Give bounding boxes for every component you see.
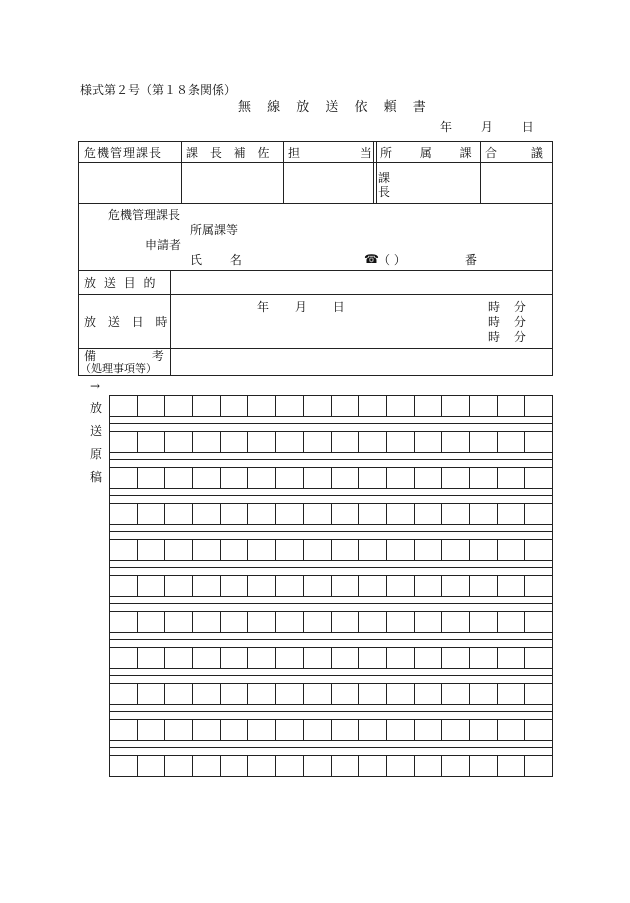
approval-divider-4: [480, 141, 481, 204]
day-label: 日: [332, 300, 345, 314]
manuscript-cell[interactable]: [332, 648, 360, 668]
manuscript-cell[interactable]: [359, 468, 387, 488]
manuscript-cell[interactable]: [525, 720, 552, 740]
manuscript-cell[interactable]: [110, 684, 138, 704]
manuscript-cell[interactable]: [498, 756, 526, 776]
manuscript-cell[interactable]: [498, 576, 526, 596]
document-title: 無 線 放 送 依 頼 書: [238, 100, 432, 115]
manuscript-row: [109, 503, 553, 525]
manuscript-cell[interactable]: [110, 432, 138, 452]
manuscript-cell[interactable]: [442, 540, 470, 560]
manuscript-cell[interactable]: [359, 684, 387, 704]
manuscript-cell[interactable]: [415, 576, 443, 596]
manuscript-gap-left: [109, 561, 110, 575]
manuscript-cell[interactable]: [165, 468, 193, 488]
name-label: 氏 名: [190, 253, 242, 267]
manuscript-cell[interactable]: [248, 396, 276, 416]
manuscript-cell[interactable]: [359, 540, 387, 560]
manuscript-cell[interactable]: [221, 684, 249, 704]
manuscript-cell[interactable]: [304, 720, 332, 740]
manuscript-row: [109, 611, 553, 633]
manuscript-cell[interactable]: [193, 684, 221, 704]
manuscript-gap-right: [552, 489, 553, 503]
manuscript-cell[interactable]: [470, 540, 498, 560]
manuscript-cell[interactable]: [248, 576, 276, 596]
manuscript-cell[interactable]: [332, 720, 360, 740]
manuscript-cell[interactable]: [332, 684, 360, 704]
manuscript-cell[interactable]: [359, 504, 387, 524]
manuscript-cell[interactable]: [276, 540, 304, 560]
manuscript-gap-right: [552, 561, 553, 575]
manuscript-cell[interactable]: [498, 684, 526, 704]
manuscript-cell[interactable]: [525, 684, 552, 704]
addressee: 危機管理課長: [108, 208, 181, 222]
minute-label: 分: [513, 300, 526, 314]
manuscript-label-char: 送: [90, 424, 103, 438]
manuscript-cell[interactable]: [276, 756, 304, 776]
section-head-label: 課長: [378, 171, 391, 199]
manuscript-cell[interactable]: [359, 612, 387, 632]
manuscript-cell[interactable]: [415, 612, 443, 632]
manuscript-cell[interactable]: [165, 756, 193, 776]
manuscript-row-separator: [109, 459, 553, 460]
manuscript-cell[interactable]: [332, 540, 360, 560]
time-row-1: [488, 301, 526, 313]
manuscript-cell[interactable]: [138, 432, 166, 452]
manuscript-cell[interactable]: [359, 396, 387, 416]
manuscript-cell[interactable]: [304, 684, 332, 704]
manuscript-cell[interactable]: [387, 684, 415, 704]
manuscript-row: [109, 395, 553, 417]
hour-label: 時: [488, 330, 501, 344]
manuscript-gap-left: [109, 597, 110, 611]
manuscript-cell[interactable]: [193, 540, 221, 560]
manuscript-cell[interactable]: [498, 468, 526, 488]
manuscript-cell[interactable]: [248, 756, 276, 776]
manuscript-cell[interactable]: [359, 432, 387, 452]
header-date: [440, 121, 534, 133]
manuscript-cell[interactable]: [165, 432, 193, 452]
manuscript-row: [109, 755, 553, 777]
approval-col-crisis-chief: [84, 147, 176, 159]
manuscript-label-char: 原: [90, 447, 103, 461]
manuscript-cell[interactable]: [415, 432, 443, 452]
manuscript-cell[interactable]: [498, 720, 526, 740]
manuscript-cell[interactable]: [470, 720, 498, 740]
manuscript-cell[interactable]: [110, 576, 138, 596]
manuscript-cell[interactable]: [525, 504, 552, 524]
manuscript-cell[interactable]: [165, 576, 193, 596]
manuscript-cell[interactable]: [470, 468, 498, 488]
approval-col-label: 危機管理課長: [84, 146, 163, 160]
manuscript-cell[interactable]: [221, 504, 249, 524]
manuscript-cell[interactable]: [525, 540, 552, 560]
manuscript-cell[interactable]: [138, 504, 166, 524]
month-label: 月: [480, 120, 493, 134]
manuscript-gap-left: [109, 705, 110, 719]
manuscript-cell[interactable]: [387, 612, 415, 632]
manuscript-row: [109, 683, 553, 705]
manuscript-cell[interactable]: [110, 504, 138, 524]
manuscript-cell[interactable]: [276, 576, 304, 596]
manuscript-cell[interactable]: [110, 648, 138, 668]
manuscript-cell[interactable]: [221, 612, 249, 632]
manuscript-cell[interactable]: [498, 396, 526, 416]
manuscript-cell[interactable]: [387, 432, 415, 452]
manuscript-cell[interactable]: [332, 756, 360, 776]
manuscript-cell[interactable]: [138, 648, 166, 668]
manuscript-cell[interactable]: [387, 648, 415, 668]
manuscript-cell[interactable]: [248, 504, 276, 524]
manuscript-gap-left: [109, 633, 110, 647]
minute-label: 分: [513, 315, 526, 329]
manuscript-cell[interactable]: [165, 720, 193, 740]
manuscript-cell[interactable]: [276, 504, 304, 524]
manuscript-cell[interactable]: [276, 468, 304, 488]
manuscript-cell[interactable]: [138, 540, 166, 560]
approval-col-deputy: 課 長 補 佐: [186, 146, 274, 160]
manuscript-cell[interactable]: [221, 756, 249, 776]
manuscript-cell[interactable]: [332, 576, 360, 596]
manuscript-cell[interactable]: [304, 540, 332, 560]
manuscript-cell[interactable]: [442, 576, 470, 596]
manuscript-cell[interactable]: [470, 432, 498, 452]
manuscript-cell[interactable]: [470, 648, 498, 668]
time-row-2: [488, 316, 526, 328]
manuscript-cell[interactable]: [525, 756, 552, 776]
manuscript-cell[interactable]: [110, 396, 138, 416]
approval-col-consultation: 合 議: [485, 146, 543, 160]
phone-paren: （ ）: [378, 253, 406, 267]
manuscript-row: [109, 431, 553, 453]
manuscript-cell[interactable]: [165, 540, 193, 560]
manuscript-gap-right: [552, 597, 553, 611]
number-label: 番: [465, 253, 478, 267]
manuscript-cell[interactable]: [525, 612, 552, 632]
manuscript-cell[interactable]: [221, 720, 249, 740]
manuscript-gap-left: [109, 741, 110, 755]
manuscript-cell[interactable]: [276, 396, 304, 416]
manuscript-cell[interactable]: [276, 684, 304, 704]
manuscript-cell[interactable]: [442, 684, 470, 704]
manuscript-cell[interactable]: [332, 612, 360, 632]
manuscript-row-separator: [109, 603, 553, 604]
manuscript-cell[interactable]: [221, 576, 249, 596]
manuscript-cell[interactable]: [332, 504, 360, 524]
manuscript-cell[interactable]: [193, 576, 221, 596]
manuscript-cell[interactable]: [138, 612, 166, 632]
year-label: 年: [440, 120, 453, 134]
manuscript-cell[interactable]: [525, 576, 552, 596]
manuscript-row: [109, 719, 553, 741]
manuscript-cell[interactable]: [304, 504, 332, 524]
manuscript-cell[interactable]: [332, 468, 360, 488]
manuscript-cell[interactable]: [165, 612, 193, 632]
manuscript-cell[interactable]: [138, 720, 166, 740]
form-number: 様式第２号（第１８条関係）: [80, 83, 237, 97]
manuscript-cell[interactable]: [138, 756, 166, 776]
manuscript-cell[interactable]: [387, 396, 415, 416]
approval-divider-3b: [376, 141, 377, 204]
manuscript-cell[interactable]: [276, 432, 304, 452]
approval-divider-2: [283, 141, 284, 204]
manuscript-cell[interactable]: [359, 648, 387, 668]
applicant-label: 申請者: [145, 238, 182, 252]
manuscript-cell[interactable]: [138, 468, 166, 488]
manuscript-gap-right: [552, 453, 553, 467]
dept-label: 所属課等: [190, 223, 239, 237]
hour-label: 時: [488, 300, 501, 314]
approval-divider-3a: [373, 141, 374, 204]
manuscript-cell[interactable]: [498, 540, 526, 560]
manuscript-cell[interactable]: [221, 396, 249, 416]
manuscript-cell[interactable]: [221, 468, 249, 488]
manuscript-cell[interactable]: [110, 720, 138, 740]
time-row-3: [488, 331, 526, 343]
manuscript-cell[interactable]: [470, 504, 498, 524]
manuscript-cell[interactable]: [304, 756, 332, 776]
purpose-label: 放 送 目 的: [84, 276, 156, 290]
manuscript-cell[interactable]: [442, 612, 470, 632]
manuscript-cell[interactable]: [248, 648, 276, 668]
hour-label: 時: [488, 315, 501, 329]
manuscript-cell[interactable]: [221, 432, 249, 452]
manuscript-cell[interactable]: [276, 648, 304, 668]
manuscript-cell[interactable]: [415, 684, 443, 704]
manuscript-cell[interactable]: [470, 396, 498, 416]
month-label: 月: [294, 300, 307, 314]
manuscript-cell[interactable]: [248, 540, 276, 560]
approval-divider-1: [181, 141, 182, 204]
manuscript-gap-right: [552, 525, 553, 539]
manuscript-row: [109, 539, 553, 561]
manuscript-cell[interactable]: [470, 756, 498, 776]
manuscript-gap-left: [109, 417, 110, 431]
manuscript-cell[interactable]: [193, 756, 221, 776]
manuscript-cell[interactable]: [442, 432, 470, 452]
manuscript-cell[interactable]: [525, 396, 552, 416]
manuscript-row-separator: [109, 711, 553, 712]
manuscript-cell[interactable]: [498, 648, 526, 668]
manuscript-row-separator: [109, 531, 553, 532]
manuscript-cell[interactable]: [442, 468, 470, 488]
manuscript-gap-right: [552, 417, 553, 431]
broadcast-date: [257, 301, 345, 313]
manuscript-cell[interactable]: [193, 432, 221, 452]
manuscript-row-separator: [109, 567, 553, 568]
datetime-label: 放 送 日 時: [84, 315, 168, 329]
manuscript-cell[interactable]: [165, 504, 193, 524]
phone-icon: ☎: [364, 252, 379, 266]
manuscript-cell[interactable]: [387, 576, 415, 596]
manuscript-cell[interactable]: [359, 576, 387, 596]
manuscript-cell[interactable]: [110, 612, 138, 632]
arrow-indicator: →: [90, 379, 101, 393]
manuscript-cell[interactable]: [498, 612, 526, 632]
manuscript-cell[interactable]: [525, 648, 552, 668]
manuscript-cell[interactable]: [248, 432, 276, 452]
remarks-label: 備 考: [84, 349, 164, 363]
manuscript-cell[interactable]: [470, 684, 498, 704]
manuscript-row-separator: [109, 639, 553, 640]
manuscript-cell[interactable]: [415, 720, 443, 740]
manuscript-gap-left: [109, 453, 110, 467]
manuscript-cell[interactable]: [470, 612, 498, 632]
manuscript-cell[interactable]: [442, 504, 470, 524]
minute-label: 分: [513, 330, 526, 344]
manuscript-cell[interactable]: [248, 468, 276, 488]
manuscript-cell[interactable]: [193, 396, 221, 416]
manuscript-cell[interactable]: [359, 756, 387, 776]
manuscript-cell[interactable]: [415, 540, 443, 560]
manuscript-cell[interactable]: [110, 756, 138, 776]
manuscript-cell[interactable]: [525, 432, 552, 452]
manuscript-gap-left: [109, 669, 110, 683]
manuscript-cell[interactable]: [332, 396, 360, 416]
manuscript-cell[interactable]: [415, 648, 443, 668]
label-column-divider: [170, 271, 171, 376]
manuscript-cell[interactable]: [304, 432, 332, 452]
manuscript-cell[interactable]: [304, 648, 332, 668]
manuscript-cell[interactable]: [248, 720, 276, 740]
manuscript-cell[interactable]: [442, 648, 470, 668]
manuscript-gap-right: [552, 669, 553, 683]
manuscript-cell[interactable]: [525, 468, 552, 488]
manuscript-cell[interactable]: [248, 684, 276, 704]
manuscript-cell[interactable]: [221, 540, 249, 560]
manuscript-gap-right: [552, 705, 553, 719]
manuscript-cell[interactable]: [387, 720, 415, 740]
purpose-bottom-divider: [78, 294, 553, 295]
approval-col-department: 所 属 課: [380, 146, 472, 160]
manuscript-row-separator: [109, 495, 553, 496]
manuscript-gap-right: [552, 633, 553, 647]
manuscript-gap-right: [552, 741, 553, 755]
manuscript-cell[interactable]: [415, 468, 443, 488]
manuscript-cell[interactable]: [193, 648, 221, 668]
manuscript-cell[interactable]: [387, 756, 415, 776]
manuscript-cell[interactable]: [442, 396, 470, 416]
manuscript-row-separator: [109, 675, 553, 676]
manuscript-cell[interactable]: [332, 432, 360, 452]
manuscript-cell[interactable]: [304, 612, 332, 632]
manuscript-cell[interactable]: [470, 576, 498, 596]
manuscript-cell[interactable]: [248, 612, 276, 632]
manuscript-row: [109, 647, 553, 669]
manuscript-cell[interactable]: [276, 720, 304, 740]
year-label: 年: [257, 300, 270, 314]
manuscript-cell[interactable]: [138, 576, 166, 596]
manuscript-cell[interactable]: [304, 576, 332, 596]
manuscript-cell[interactable]: [193, 468, 221, 488]
manuscript-cell[interactable]: [304, 396, 332, 416]
manuscript-cell[interactable]: [498, 504, 526, 524]
manuscript-cell[interactable]: [387, 504, 415, 524]
manuscript-cell[interactable]: [193, 720, 221, 740]
manuscript-cell[interactable]: [415, 396, 443, 416]
manuscript-row: [109, 467, 553, 489]
manuscript-gap-left: [109, 489, 110, 503]
manuscript-row-separator: [109, 747, 553, 748]
manuscript-cell[interactable]: [138, 396, 166, 416]
manuscript-cell[interactable]: [442, 756, 470, 776]
approval-col-staff: 担 当: [288, 146, 372, 160]
manuscript-row: [109, 575, 553, 597]
manuscript-cell[interactable]: [415, 504, 443, 524]
manuscript-cell[interactable]: [165, 684, 193, 704]
manuscript-row-separator: [109, 423, 553, 424]
approval-header-divider: [78, 162, 553, 163]
manuscript-cell[interactable]: [165, 396, 193, 416]
manuscript-cell[interactable]: [387, 468, 415, 488]
manuscript-cell[interactable]: [110, 540, 138, 560]
manuscript-cell[interactable]: [193, 612, 221, 632]
manuscript-cell[interactable]: [138, 684, 166, 704]
remarks-sub: （処理事項等）: [80, 362, 157, 375]
manuscript-cell[interactable]: [193, 504, 221, 524]
day-label: 日: [521, 120, 534, 134]
manuscript-cell[interactable]: [359, 720, 387, 740]
manuscript-label-char: 稿: [90, 470, 103, 484]
manuscript-cell[interactable]: [442, 720, 470, 740]
manuscript-cell[interactable]: [110, 468, 138, 488]
manuscript-cell[interactable]: [165, 648, 193, 668]
manuscript-label-char: 放: [90, 401, 103, 415]
manuscript-cell[interactable]: [415, 756, 443, 776]
manuscript-cell[interactable]: [276, 612, 304, 632]
manuscript-cell[interactable]: [221, 648, 249, 668]
manuscript-gap-left: [109, 525, 110, 539]
manuscript-cell[interactable]: [387, 540, 415, 560]
manuscript-cell[interactable]: [498, 432, 526, 452]
manuscript-cell[interactable]: [304, 468, 332, 488]
